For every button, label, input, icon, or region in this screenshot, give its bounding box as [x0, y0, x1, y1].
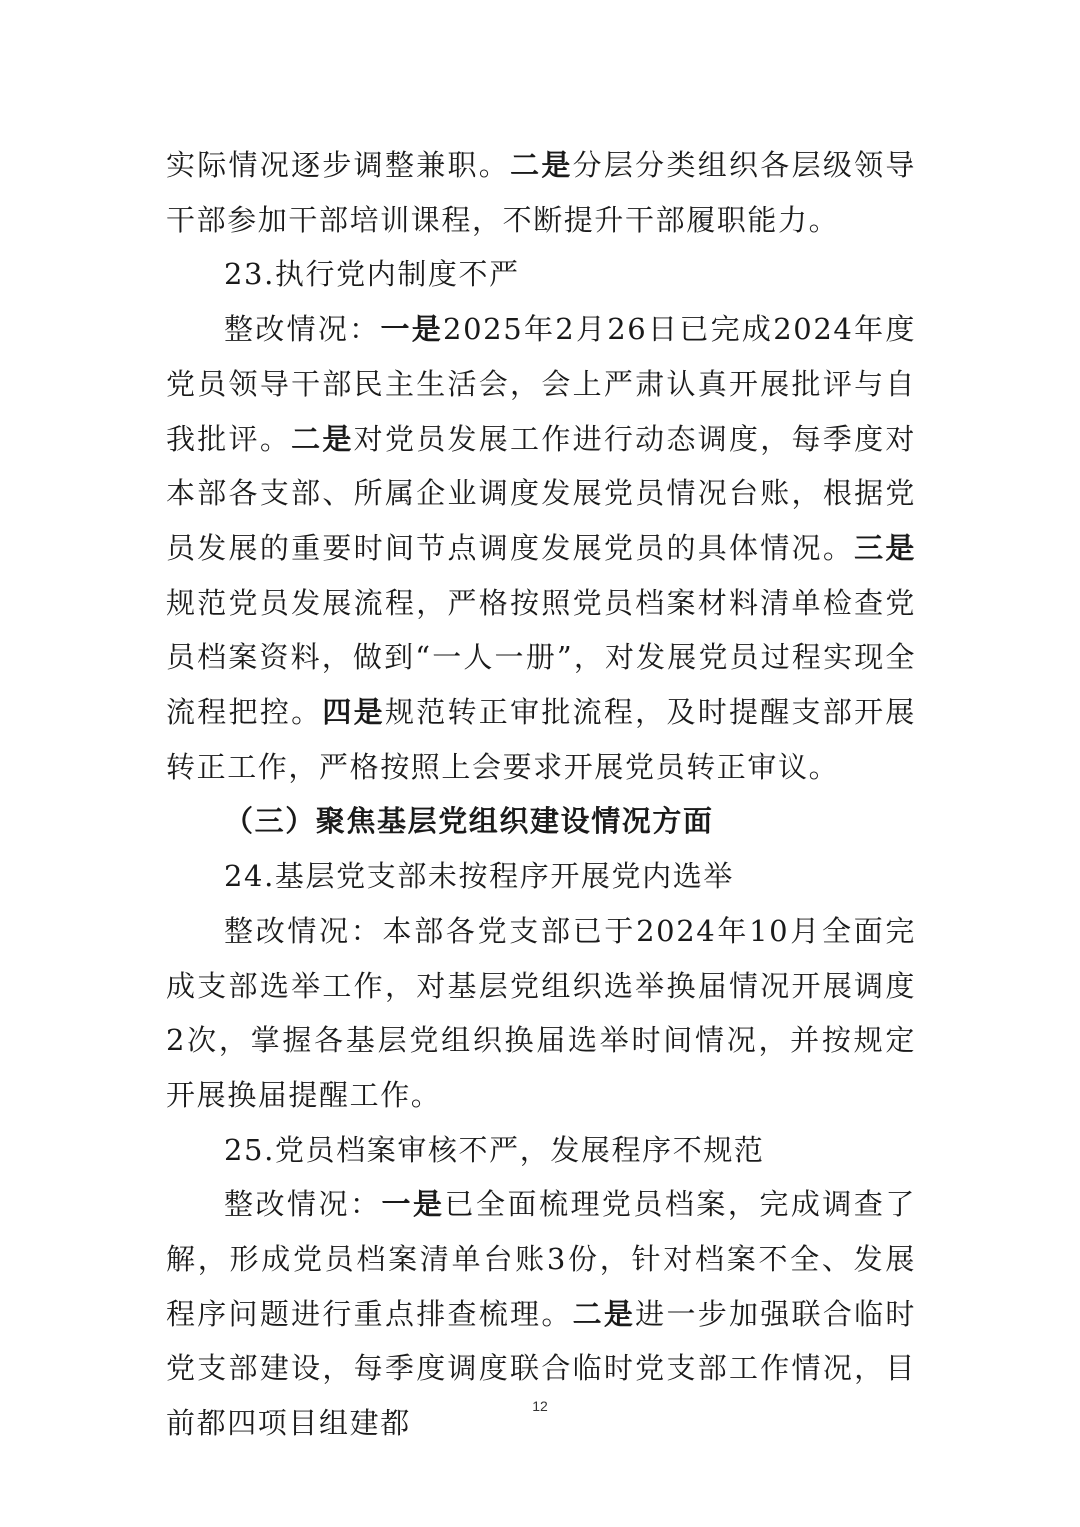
text-run: 对党员发展工作进行动态调度，每季度对本部各支部、所属企业调度发展党员情况台账，根据党员发展的重要时间节点调度发展党员的具体情况。	[166, 421, 916, 565]
text-run: 24.基层党支部未按程序开展党内选举	[224, 859, 734, 894]
bold-text: （三）聚焦基层党组织建设情况方面	[224, 804, 714, 839]
paragraph	[166, 247, 916, 302]
bold-text: 二是	[572, 1296, 636, 1331]
bold-text: 一是	[381, 1187, 445, 1222]
text-run: 整改情况：本部各党支部已于2024年10月全面完成支部选举工作，对基层党组织选举换届情况开展调度2次，掌握各基层党组织换届选举时间情况，并按规定开展换届提醒工作。	[166, 913, 916, 1112]
text-run: 进一步加强联合临时党支部建设，每季度调度联合临时党支部工作情况，目前都四项目组建都	[166, 1296, 916, 1441]
text-run: 整改情况：	[224, 312, 381, 347]
bold-text: 一是	[380, 312, 444, 347]
text-run: 实际情况逐步调整兼职。	[166, 148, 511, 182]
paragraph	[166, 302, 916, 794]
body-text	[166, 138, 916, 1451]
text-run: 规范党员发展流程，严格按照党员档案材料清单检查党员档案资料，做到“一人一册”，对发展党员过程实现全流程把控。	[166, 585, 916, 730]
text-run: 规范转正审批流程，及时提醒支部开展转正工作，严格按照上会要求开展党员转正审议。	[166, 695, 916, 784]
paragraph	[166, 138, 916, 247]
text-run: 分层分类组织各层级领导干部参加干部培训课程，不断提升干部履职能力。	[166, 148, 916, 237]
section-heading	[166, 794, 916, 849]
paragraph	[166, 904, 916, 1123]
text-run: 2025年2月26日已完成2024年度党员领导干部民主生活会，会上严肃认真开展批评与自我批评。	[166, 312, 916, 456]
bold-text: 二是	[510, 148, 573, 182]
text-run: 25.党员档案审核不严，发展程序不规范	[224, 1132, 765, 1167]
bold-text: 四是	[322, 695, 385, 730]
text-run: 整改情况：	[224, 1187, 382, 1222]
paragraph	[166, 1123, 916, 1178]
text-run: 23.执行党内制度不严	[224, 257, 520, 292]
bold-text: 二是	[291, 421, 354, 456]
page-number: 12	[532, 1398, 548, 1414]
text-run: 已全面梳理党员档案，完成调查了解，形成党员档案清单台账3份，针对档案不全、发展程序问题进行重点排查梳理。	[166, 1187, 916, 1331]
paragraph	[166, 849, 916, 904]
bold-text: 三是	[854, 530, 917, 565]
